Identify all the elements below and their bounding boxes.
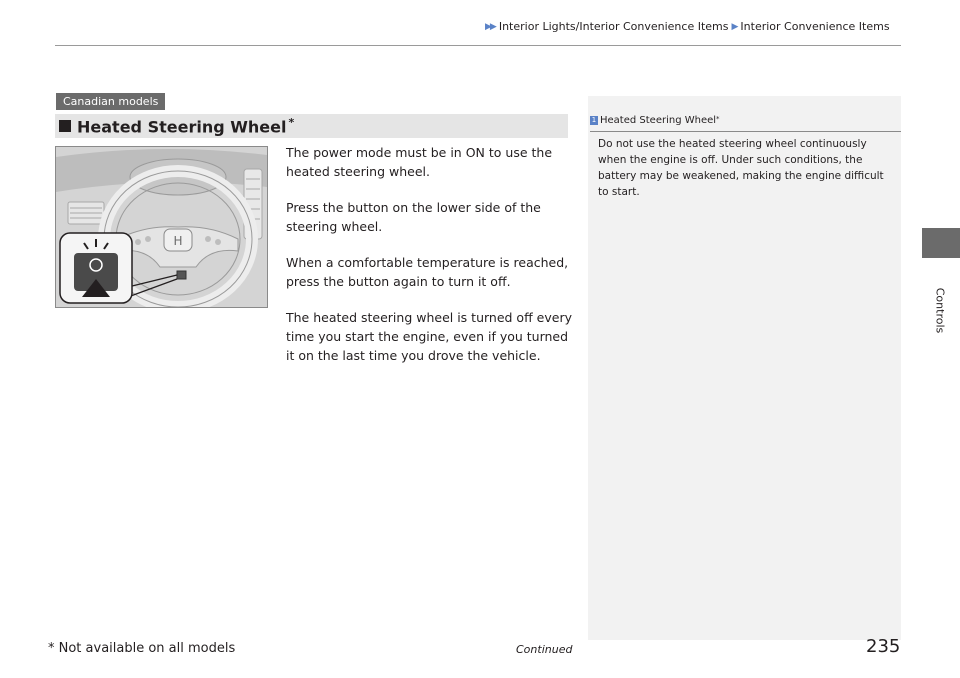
section-title-star: * <box>288 115 295 129</box>
body-text <box>286 143 576 382</box>
section-square-icon <box>59 120 71 132</box>
steering-wheel-illustration <box>55 146 268 308</box>
footnote: * Not available on all models <box>48 641 236 656</box>
note-title-star: * <box>716 115 720 123</box>
breadcrumb-part-1[interactable]: Interior Lights/Interior Convenience Items <box>498 20 729 33</box>
region-badge: Canadian models <box>56 93 165 110</box>
chapter-tab-marker <box>922 228 960 258</box>
body-paragraph-2: Press the button on the lower side of the steering wheel. <box>286 200 541 234</box>
note-divider <box>590 131 901 132</box>
breadcrumb-part-2[interactable]: Interior Convenience Items <box>740 20 890 33</box>
section-title <box>77 116 294 136</box>
note-marker-icon: 1 <box>591 116 597 124</box>
svg-text:H: H <box>173 234 183 248</box>
note-title[interactable]: Heated Steering Wheel <box>600 115 717 126</box>
section-heading-bar <box>55 114 568 138</box>
note-heading <box>590 115 720 126</box>
body-paragraph-4: The heated steering wheel is turned off every time you start the engine, even if you turned it on the last time you drove the vehicle. <box>286 310 572 363</box>
chapter-tab-label <box>920 265 960 355</box>
breadcrumb <box>485 20 905 33</box>
arrow-icon: ▶ <box>731 21 739 32</box>
chapter-label-text: Controls <box>933 287 947 333</box>
continued-label: Continued <box>516 643 573 656</box>
body-paragraph-3: When a comfortable temperature is reached, press the button again to turn it off. <box>286 255 569 289</box>
page-number: 235 <box>866 636 901 657</box>
steering-wheel-icon <box>56 147 267 307</box>
double-arrow-icon: ▶▶ <box>485 21 495 32</box>
note-text: Do not use the heated steering wheel continuously when the engine is off. Under such conditions, the battery may be weakened, making the engine difficult to start. <box>598 138 884 198</box>
header-divider <box>55 45 901 46</box>
body-paragraph-1: The power mode must be in ON to use the heated steering wheel. <box>286 145 553 179</box>
section-title-text: Heated Steering Wheel <box>77 117 287 137</box>
